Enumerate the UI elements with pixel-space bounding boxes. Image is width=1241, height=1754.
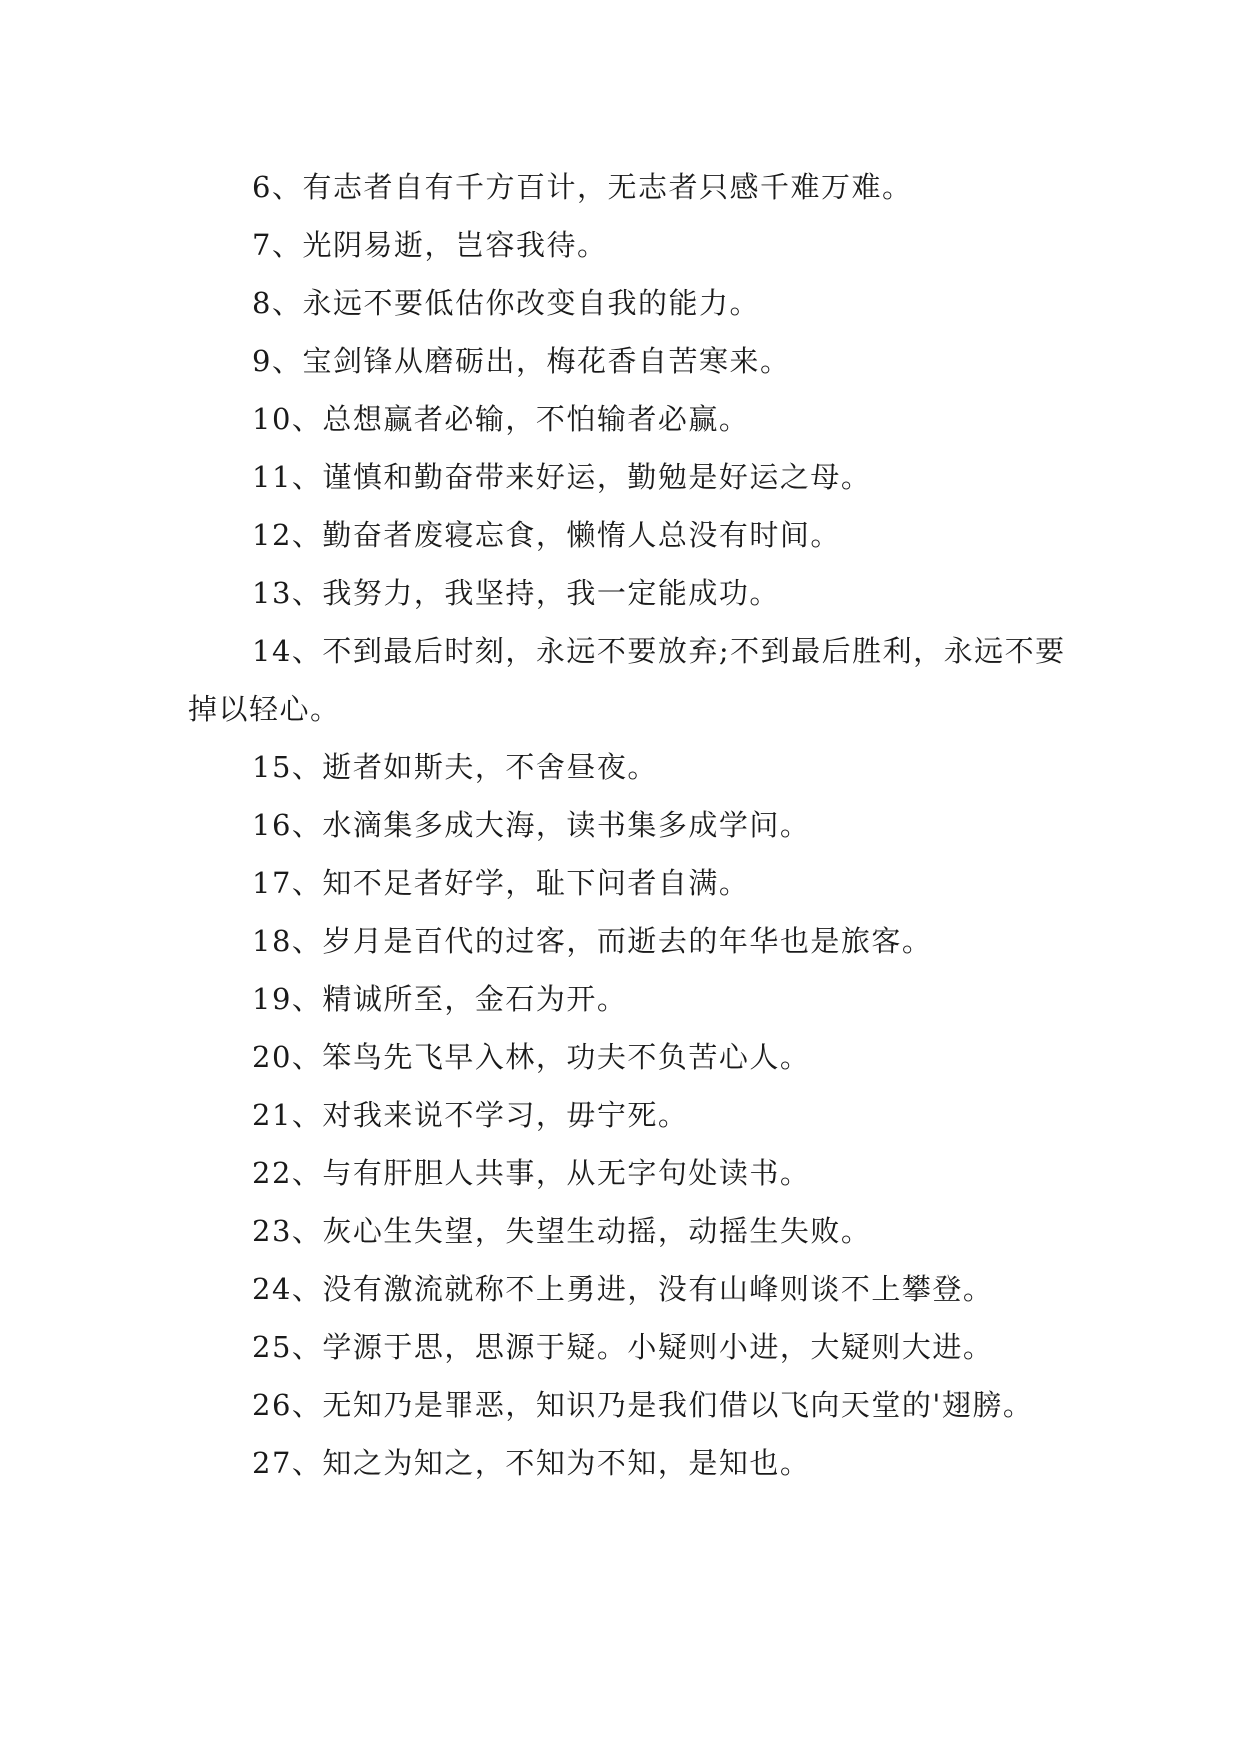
paragraph: 21、对我来说不学习，毋宁死。 [252,1098,689,1132]
paragraph: 11、谨慎和勤奋带来好运，勤勉是好运之母。 [252,460,872,494]
paragraph: 27、知之为知之，不知为不知，是知也。 [252,1446,811,1480]
paragraph: 16、水滴集多成大海，读书集多成学问。 [252,808,811,842]
paragraph: 13、我努力，我坚持，我一定能成功。 [252,576,780,610]
paragraph: 14、不到最后时刻，永远不要放弃;不到最后胜利，永远不要掉以轻心。 [188,634,1066,726]
paragraph: 10、总想赢者必输，不怕输者必赢。 [252,402,750,436]
paragraph: 12、勤奋者废寝忘食，懒惰人总没有时间。 [252,518,841,552]
document-body [188,158,1068,1492]
paragraph: 24、没有激流就称不上勇进，没有山峰则谈不上攀登。 [252,1272,994,1306]
paragraph: 19、精诚所至，金石为开。 [252,982,628,1016]
paragraph: 9、宝剑锋从磨砺出，梅花香自苦寒来。 [252,344,791,378]
paragraph: 22、与有肝胆人共事，从无字句处读书。 [252,1156,811,1190]
paragraph: 25、学源于思，思源于疑。小疑则小进，大疑则大进。 [252,1330,994,1364]
paragraph: 23、灰心生失望，失望生动摇，动摇生失败。 [252,1214,872,1248]
paragraph: 20、笨鸟先飞早入林，功夫不负苦心人。 [252,1040,811,1074]
paragraph: 6、有志者自有千方百计，无志者只感千难万难。 [252,170,913,204]
paragraph: 8、永远不要低估你改变自我的能力。 [252,286,760,320]
paragraph: 26、无知乃是罪恶，知识乃是我们借以飞向天堂的'翅膀。 [252,1388,1034,1422]
paragraph: 18、岁月是百代的过客，而逝去的年华也是旅客。 [252,924,933,958]
paragraph: 7、光阴易逝，岂容我待。 [252,228,608,262]
paragraph: 15、逝者如斯夫，不舍昼夜。 [252,750,658,784]
paragraph: 17、知不足者好学，耻下问者自满。 [252,866,750,900]
